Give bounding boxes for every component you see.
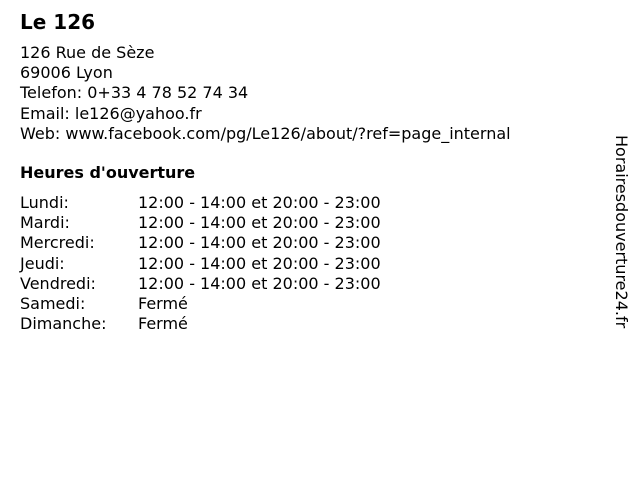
day-hours: 12:00 - 14:00 et 20:00 - 23:00 (138, 233, 381, 253)
day-label: Vendredi: (20, 273, 96, 293)
opening-hours-table (20, 193, 381, 334)
hours-row-wednesday (20, 233, 381, 253)
day-hours: 12:00 - 14:00 et 20:00 - 23:00 (138, 253, 381, 273)
opening-hours-heading: Heures d'ouverture (20, 163, 196, 182)
watermark-text: Horairesdouverture24.fr (612, 135, 631, 329)
business-name: Le 126 (20, 10, 96, 34)
day-label: Jeudi: (20, 253, 65, 273)
hours-row-tuesday (20, 213, 381, 233)
address-city: 69006 Lyon (20, 63, 113, 83)
hours-row-thursday (20, 254, 381, 274)
site-watermark (611, 135, 635, 375)
day-hours: 12:00 - 14:00 et 20:00 - 23:00 (138, 213, 381, 233)
day-label: Lundi: (20, 193, 69, 212)
address-street: 126 Rue de Sèze (20, 43, 155, 62)
contact-block (20, 43, 511, 144)
day-hours: Fermé (138, 294, 188, 314)
hours-row-friday (20, 274, 381, 294)
day-label: Dimanche: (20, 314, 107, 334)
hours-row-monday (20, 193, 381, 213)
day-label: Samedi: (20, 294, 86, 314)
web-line: Web: www.facebook.com/pg/Le126/about/?ref=page_internal (20, 123, 511, 143)
email-line: Email: le126@yahoo.fr (20, 103, 202, 123)
phone-line: Telefon: 0+33 4 78 52 74 34 (20, 83, 249, 103)
hours-row-sunday (20, 314, 381, 334)
day-label: Mercredi: (20, 233, 95, 253)
hours-row-saturday (20, 294, 381, 314)
day-hours: 12:00 - 14:00 et 20:00 - 23:00 (138, 273, 381, 293)
day-hours: Fermé (138, 314, 188, 334)
day-label: Mardi: (20, 213, 70, 233)
day-hours: 12:00 - 14:00 et 20:00 - 23:00 (138, 193, 381, 212)
